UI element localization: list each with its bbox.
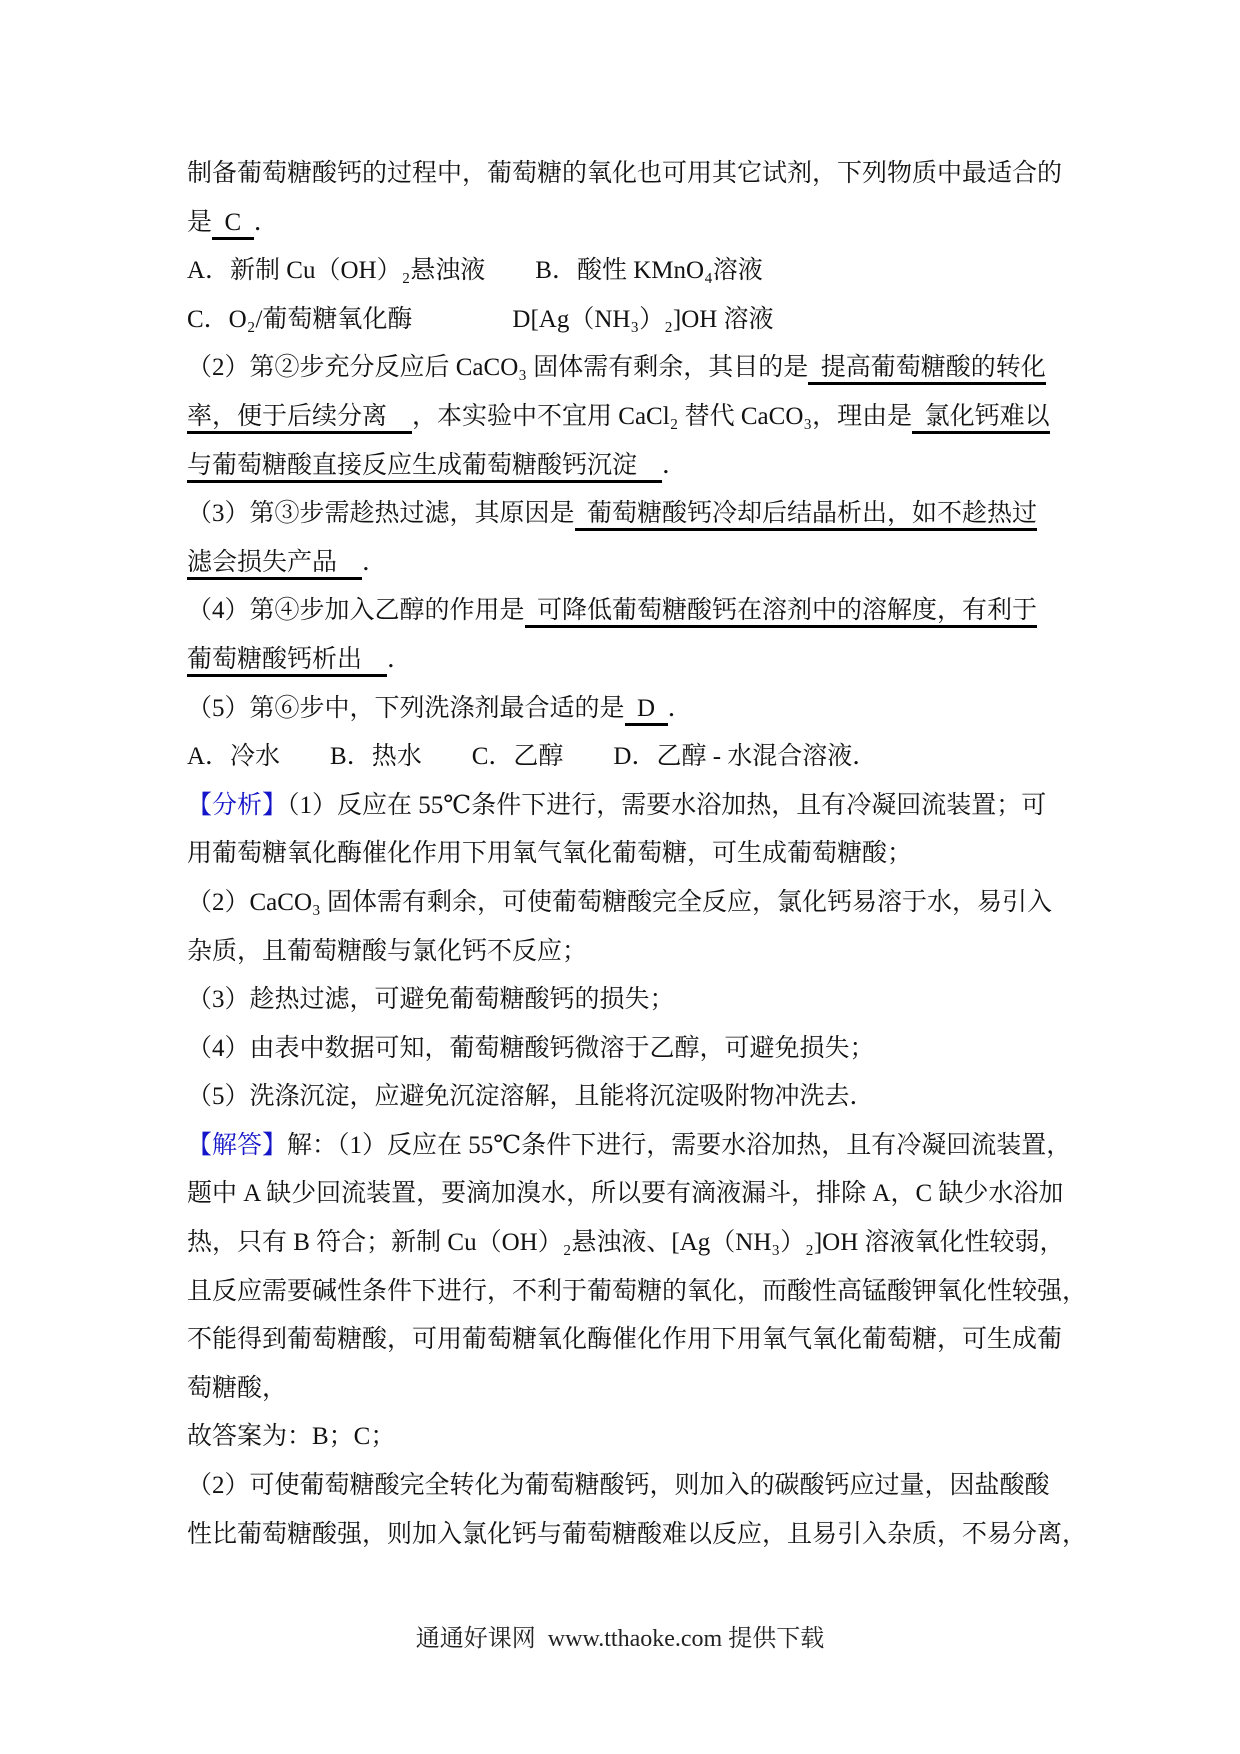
text-run: A．冷水 B．热水 C．乙醇 D．乙醇 - 水混合溶液． [187, 743, 878, 771]
text-run: （5）洗涤沉淀，应避免沉淀溶解，且能将沉淀吸附物冲洗去． [187, 1083, 875, 1111]
text-line [187, 636, 1077, 685]
text-run: （2）可使葡萄糖酸完全转化为葡萄糖酸钙，则加入的碳酸钙应过量，因盐酸酸 [187, 1472, 1050, 1500]
text-line [187, 1122, 1077, 1171]
text-line [187, 344, 1077, 393]
text-line [187, 1316, 1077, 1365]
answer-blank: 氯化钙难以 [912, 403, 1050, 434]
text-run: 不能得到葡萄糖酸，可用葡萄糖氧化酶催化作用下用氧气氧化葡萄糖，可生成葡 [187, 1326, 1063, 1354]
text-run: C．O₂/葡萄糖氧化酶 D[Ag（NH₃）₂]OH 溶液 [187, 305, 774, 333]
text-line [187, 1025, 1077, 1074]
answer-blank: 可降低葡萄糖酸钙在溶剂中的溶解度，有利于 [525, 597, 1038, 628]
text-run: 萄糖酸， [187, 1374, 288, 1402]
text-line [187, 1365, 1077, 1414]
text-line [187, 539, 1077, 588]
footer-text: 通通好课网 www.tthaoke.com 提供下载 [415, 1626, 825, 1652]
text-run: 用葡萄糖氧化酶催化作用下用氧气氧化葡萄糖，可生成葡萄糖酸； [187, 840, 913, 868]
text-run: 题中 A 缺少回流装置，要滴加溴水，所以要有滴液漏斗，排除 A，C 缺少水浴加 [187, 1180, 1064, 1208]
document-body [187, 150, 1088, 1559]
text-line [187, 393, 1077, 442]
text-run: ． [387, 645, 413, 673]
text-line [187, 296, 1077, 345]
text-run: （2）第②步充分反应后 CaCO₃ 固体需有剩余，其目的是 [187, 354, 809, 382]
text-line [187, 685, 1077, 734]
text-run: （3）第③步需趁热过滤，其原因是 [187, 500, 575, 528]
text-run: 杂质，且葡萄糖酸与氯化钙不反应； [187, 937, 588, 965]
answer-blank: 葡萄糖酸钙析出 [187, 646, 387, 677]
text-line [187, 247, 1077, 296]
text-line [187, 782, 1077, 831]
section-label: 【解答】 [187, 1131, 288, 1159]
text-run: 热，只有 B 符合；新制 Cu（OH）₂悬浊液、[Ag（NH₃）₂]OH 溶液氧化性较弱， [187, 1229, 1065, 1257]
text-run: 故答案为：B；C； [187, 1423, 396, 1451]
text-run: 是 [187, 208, 213, 236]
text-line [187, 976, 1077, 1025]
answer-blank: C [212, 209, 254, 240]
text-line [187, 1170, 1077, 1219]
answer-blank: 滤会损失产品 [187, 549, 362, 580]
text-run: （5）第⑥步中，下列洗涤剂最合适的是 [187, 694, 625, 722]
text-line [187, 928, 1077, 977]
text-line [187, 1219, 1077, 1268]
text-line [187, 1073, 1077, 1122]
text-run: （4）由表中数据可知，葡萄糖酸钙微溶于乙醇，可避免损失； [187, 1034, 875, 1062]
text-line [187, 830, 1077, 879]
text-run: ． [662, 451, 688, 479]
text-line [187, 587, 1077, 636]
text-line [187, 879, 1077, 928]
text-run: （1）反应在 55℃条件下进行，需要水浴加热，且有冷凝回流装置；可 [287, 791, 1047, 819]
answer-blank: 提高葡萄糖酸的转化 [808, 354, 1046, 385]
text-run: ． [362, 548, 388, 576]
text-line [187, 442, 1077, 491]
text-run: 性比葡萄糖酸强，则加入氯化钙与葡萄糖酸难以反应，且易引入杂质，不易分离， [187, 1520, 1088, 1548]
text-line [187, 1511, 1088, 1560]
text-line [187, 150, 1077, 199]
text-run: 解：（1）反应在 55℃条件下进行，需要水浴加热，且有冷凝回流装置， [287, 1131, 1072, 1159]
answer-blank: 葡萄糖酸钙冷却后结晶析出，如不趁热过 [575, 500, 1038, 531]
section-label: 【分析】 [187, 791, 288, 819]
answer-blank: 率，便于后续分离 [187, 403, 412, 434]
text-line [187, 1462, 1077, 1511]
text-run: （2）CaCO₃ 固体需有剩余，可使葡萄糖酸完全反应，氯化钙易溶于水，易引入 [187, 888, 1052, 916]
text-run: 且反应需要碱性条件下进行，不利于葡萄糖的氧化，而酸性高锰酸钾氧化性较强， [187, 1277, 1088, 1305]
text-run: 制备葡萄糖酸钙的过程中，葡萄糖的氧化也可用其它试剂，下列物质中最适合的 [187, 160, 1063, 187]
text-line [187, 1268, 1088, 1317]
text-run: A．新制 Cu（OH）₂悬浊液 B．酸性 KMnO₄溶液 [187, 257, 763, 285]
text-line [187, 733, 1077, 782]
text-run: ． [667, 694, 693, 722]
text-run: （3）趁热过滤，可避免葡萄糖酸钙的损失； [187, 986, 675, 1014]
text-line [187, 490, 1077, 539]
text-run: ． [253, 208, 279, 236]
text-line [187, 199, 1077, 248]
answer-blank: 与葡萄糖酸直接反应生成葡萄糖酸钙沉淀 [187, 452, 662, 483]
text-run: ，本实验中不宜用 CaCl₂ 替代 CaCO₃，理由是 [412, 402, 913, 430]
text-run: （4）第④步加入乙醇的作用是 [187, 597, 525, 625]
text-line [187, 1413, 1077, 1462]
answer-blank: D [625, 695, 668, 726]
